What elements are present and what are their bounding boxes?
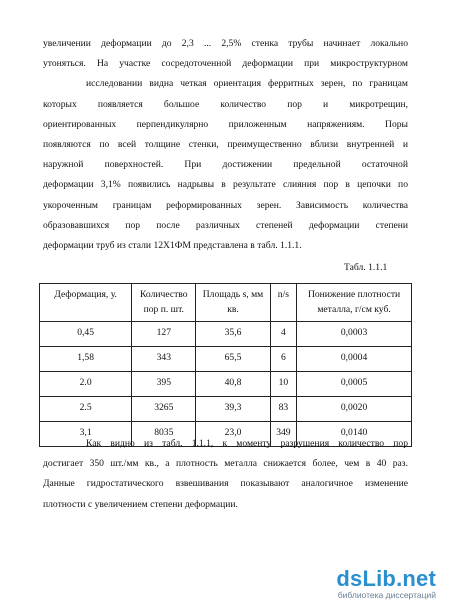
dslib-watermark — [296, 566, 436, 600]
table-cell: 0,0005 — [297, 372, 412, 397]
table-row — [40, 322, 412, 347]
text-line: достигает 350 шт./мм кв., а плотность металла снижается более, чем в 40 раз. — [43, 458, 408, 470]
text-line: исследовании видна четкая ориентация ферритных зерен, по границам — [86, 78, 408, 90]
text-line: деформации 3,1% появились надрывы в результате слияния пор в цепочки по — [43, 179, 408, 191]
header-density-drop: Понижение плотности металла, г/см куб. — [297, 284, 412, 322]
paragraph-conclusion — [43, 434, 408, 515]
text-line: укороченным границам реформированных зерен. Зависимость количества — [43, 199, 408, 211]
table-cell: 4 — [270, 322, 296, 347]
header-pore-count: Количество пор п. шт. — [132, 284, 196, 322]
table-cell: 3,1 — [40, 422, 132, 447]
text-line: деформации труб из стали 12Х1ФМ представлена в табл. 1.1.1. — [43, 240, 302, 252]
header-area: Площадь s, мм кв. — [196, 284, 270, 322]
table-cell: 83 — [270, 397, 296, 422]
text-line: появляются по всей толщине стенки, преимущественно вблизи внутренней и — [43, 139, 408, 151]
table-row — [40, 397, 412, 422]
table-cell: 40,8 — [196, 372, 270, 397]
table-cell: 349 — [270, 422, 296, 447]
table-cell: 0,45 — [40, 322, 132, 347]
logo-main: dsLib — [336, 566, 397, 591]
text-line: которых появляется большое количество пор и микротрещин, — [43, 98, 408, 110]
table-cell: 10 — [270, 372, 296, 397]
text-line: образовавшихся пор после различных степеней деформации степени — [43, 219, 408, 231]
watermark-subtitle: библиотека диссертаций — [337, 590, 436, 600]
table-cell: 1,58 — [40, 347, 132, 372]
porosity-table — [39, 283, 412, 447]
table-cell: 2.0 — [40, 372, 132, 397]
table-row — [40, 347, 412, 372]
table-cell: 6 — [270, 347, 296, 372]
table-cell: 127 — [132, 322, 196, 347]
text-line: увеличении деформации до 2,3 ... 2,5% стенка трубы начинает локально — [43, 38, 408, 49]
text-line: утоняться. На участке сосредоточенной деформации при микроструктурном — [43, 58, 408, 70]
table-cell: 35,6 — [196, 322, 270, 347]
table-cell: 65,5 — [196, 347, 270, 372]
table-caption: Табл. 1.1.1 — [344, 262, 388, 273]
table-cell: 39,3 — [196, 397, 270, 422]
text-line: наружной поверхностей. При достижении предельной остаточной — [43, 159, 408, 171]
text-line: Как видно из табл. 1.1.1, к моменту разрушения количество пор — [86, 438, 408, 449]
table-cell: 0,0003 — [297, 322, 412, 347]
table-cell: 23,0 — [196, 422, 270, 447]
dslib-logo — [296, 566, 436, 592]
header-deformation: Деформация, у. — [40, 284, 132, 322]
header-ratio: n/s — [270, 284, 296, 322]
logo-tld: .net — [396, 566, 436, 591]
table-cell: 3265 — [132, 397, 196, 422]
table-cell: 343 — [132, 347, 196, 372]
table-cell: 0,0004 — [297, 347, 412, 372]
text-line: плотности с увеличением степени деформации. — [43, 498, 238, 510]
table-cell: 0,0140 — [297, 422, 412, 447]
text-line: ориентированных перпендикулярно приложенным напряжениям. Поры — [43, 118, 408, 130]
text-line: Данные гидростатического взвешивания показывают аналогичное изменение — [43, 478, 408, 490]
table-header-row — [40, 284, 412, 322]
table-cell: 8035 — [132, 422, 196, 447]
paragraph-deformation-description — [43, 34, 408, 256]
table-row — [40, 372, 412, 397]
table-cell: 2.5 — [40, 397, 132, 422]
table-cell: 0,0020 — [297, 397, 412, 422]
table-cell: 395 — [132, 372, 196, 397]
